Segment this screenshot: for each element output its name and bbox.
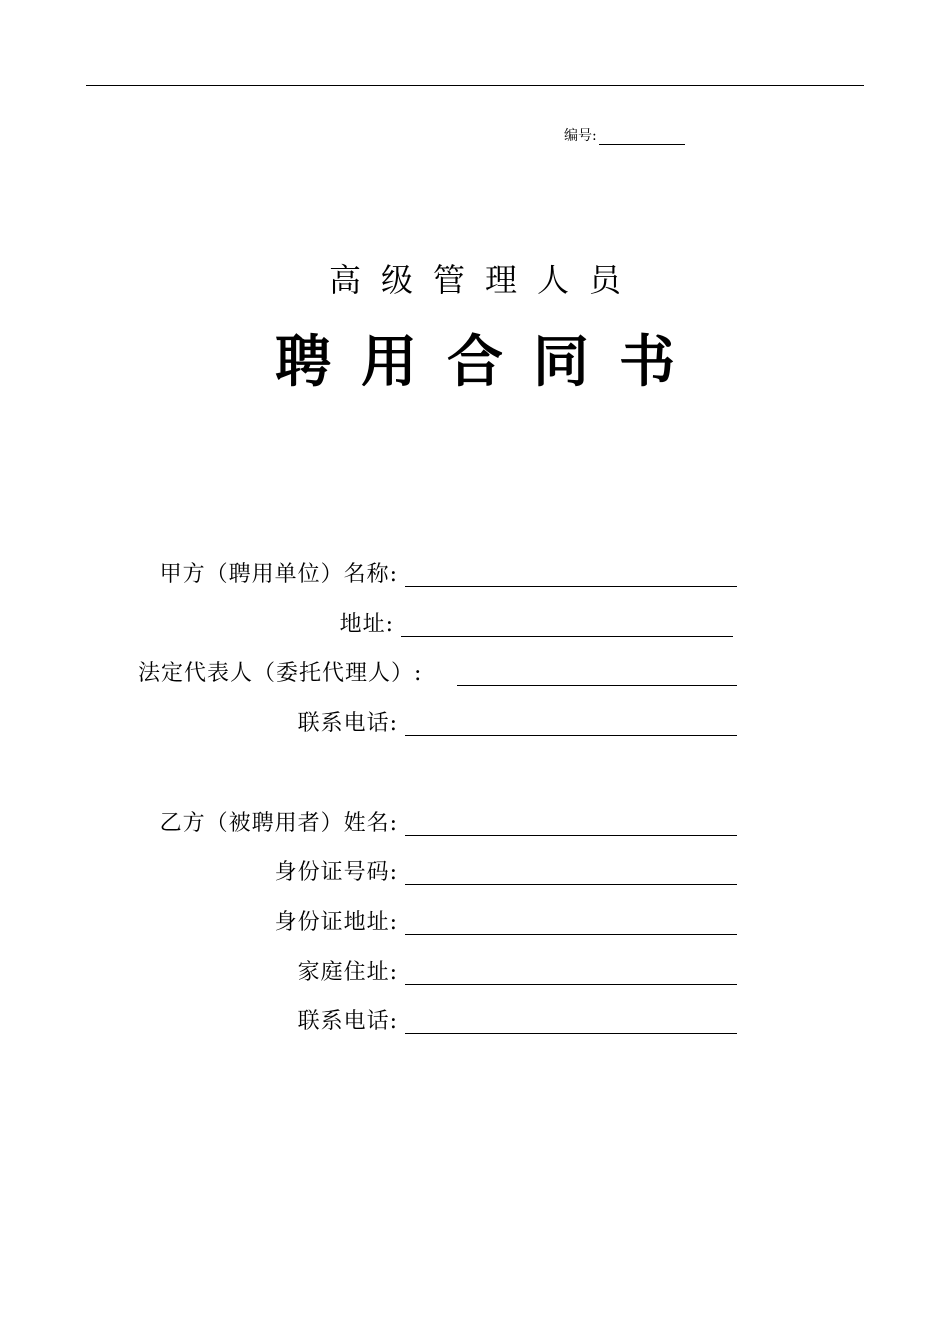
party-b-id-number-label: 身份证号码: (274, 860, 398, 885)
party-a-representative-blank[interactable] (457, 685, 737, 686)
party-a-representative-field (0, 659, 950, 689)
document-number-label: 编号: (564, 128, 597, 144)
party-b-id-address-blank[interactable] (405, 934, 737, 935)
party-a-representative-label: 法定代表人（委托代理人）: (138, 661, 423, 686)
party-b-home-address-field (0, 958, 950, 988)
header-rule (86, 85, 864, 86)
party-b-id-number-field (0, 858, 950, 888)
party-a-name-field (0, 560, 950, 590)
party-b-name-blank[interactable] (405, 835, 737, 836)
party-b-home-address-label: 家庭住址: (297, 960, 398, 985)
party-a-address-label: 地址: (339, 612, 394, 637)
party-b-name-field (0, 809, 950, 839)
document-title: 聘用合同书 (275, 329, 705, 395)
document-number (564, 127, 685, 145)
party-a-phone-blank[interactable] (405, 735, 737, 736)
party-b-home-address-blank[interactable] (405, 984, 737, 985)
party-b-name-label: 乙方（被聘用者）姓名: (159, 811, 398, 836)
party-a-phone-field (0, 709, 950, 739)
party-b-id-address-label: 身份证地址: (274, 910, 398, 935)
party-b-phone-label: 联系电话: (297, 1009, 398, 1034)
party-b-id-number-blank[interactable] (405, 884, 737, 885)
party-a-address-field (0, 610, 950, 640)
party-a-name-label: 甲方（聘用单位）名称: (159, 562, 398, 587)
party-a-phone-label: 联系电话: (297, 711, 398, 736)
party-b-phone-field (0, 1007, 950, 1037)
party-a-name-blank[interactable] (405, 586, 737, 587)
party-b-phone-blank[interactable] (405, 1033, 737, 1034)
document-number-blank[interactable] (599, 130, 685, 145)
document-subtitle: 高级管理人员 (328, 261, 641, 299)
party-a-address-blank[interactable] (401, 636, 733, 637)
party-b-id-address-field (0, 908, 950, 938)
